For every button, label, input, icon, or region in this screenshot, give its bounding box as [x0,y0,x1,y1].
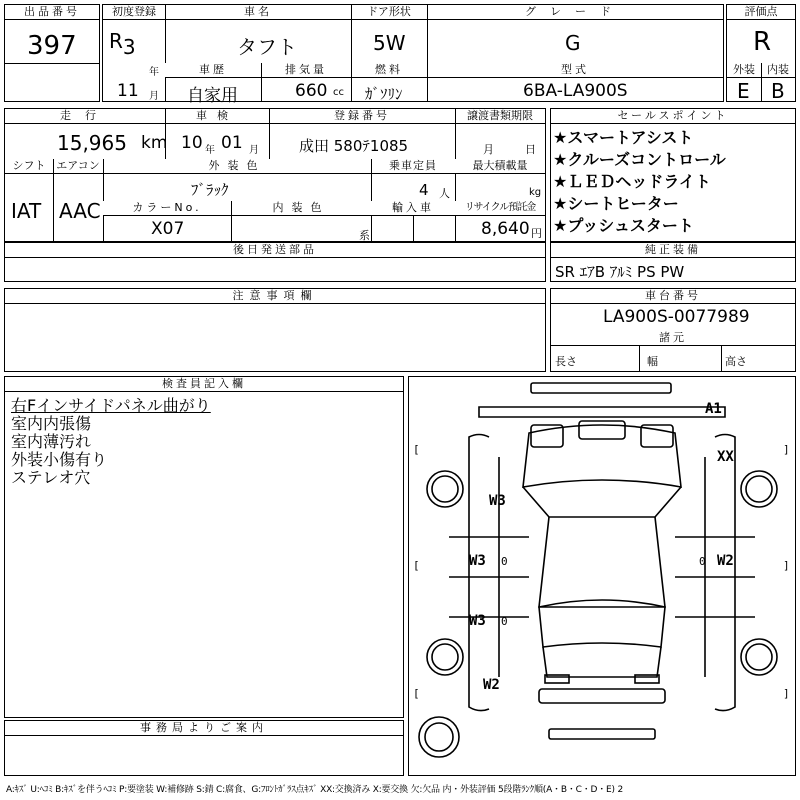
office-label: 事務局よりご案内 [5,721,403,736]
car-name: タフト [237,35,297,59]
chassis-box [550,288,796,372]
inspect-month-suffix: 月 [249,145,259,156]
shift-label: シフト [5,159,53,174]
ext-label: 外装 [727,63,761,78]
inspector-label: 検査員記入欄 [5,377,403,392]
shift-value: IAT [11,199,42,223]
note: 室内内張傷 [11,414,92,433]
sales-point: ★シートヒーター [553,194,679,213]
dims-width: 幅 [647,355,658,368]
sales-points-box [550,108,796,242]
year-suffix: 年 [149,67,159,78]
note: ステレオ穴 [11,468,91,487]
plate-label: 登録番号 [269,109,455,124]
bracket: ] [783,559,790,572]
sales-point: ★スマートアシスト [553,128,694,147]
first-reg-label: 初度登録 [103,5,165,20]
chassis-label: 車台番号 [551,289,795,304]
sales-point: ★ＬＥＤヘッドライト [553,172,711,191]
mark-zero: 0 [501,615,508,628]
color-value: ﾌﾞﾗｯｸ [191,181,229,199]
damage-mark: A1 [705,401,722,417]
ac-label: エアコン [53,159,103,174]
damage-mark: W2 [483,677,500,693]
load-unit: kg [529,187,542,198]
fuel-label: 燃料 [351,63,427,78]
bracket: ] [783,443,790,456]
intcolor-unit: 系 [359,229,370,242]
transfer-label: 譲渡書類期限 [455,109,545,124]
cap-value: 4 [419,181,429,199]
bracket: [ [413,443,420,456]
int-value: B [771,79,785,103]
car-diagram [408,376,796,776]
sales-points-label: セールスポイント [551,109,795,124]
mark-zero: 0 [501,555,508,568]
office-box [4,720,404,776]
plate-value: 成田 580ﾃ1085 [299,137,409,155]
mileage-value: 15,965 [57,131,127,155]
inspect-year-suffix: 年 [205,145,215,156]
inspect-month: 01 [221,133,243,153]
transfer-month: 月 [483,143,494,156]
sales-points-list [553,127,726,237]
transfer-day: 日 [525,143,536,156]
dims-length: 長さ [555,355,577,368]
damage-mark: W3 [469,613,486,629]
inspector-box [4,376,404,718]
ac-value: AAC [59,199,101,223]
equipment-label: 純正装備 [551,243,795,258]
inspect-label: 車検 [165,109,269,124]
sales-point: ★クルーズコントロール [553,150,726,169]
model-value: 6BA-LA900S [523,81,628,101]
ext-value: E [737,79,750,103]
load-label: 最大積載量 [455,159,545,174]
lot-number: 397 [27,31,77,61]
disp-unit: cc [333,87,344,98]
cap-unit: 人 [439,187,450,200]
note: 右Fインサイドパネル曲がり [11,396,211,415]
bracket: [ [413,559,420,572]
month-value: 11 [117,81,139,101]
equipment-value: SR ｴｱB ｱﾙﾐ PS PW [555,263,685,281]
name-label: 車名 [165,5,351,20]
caution-label: 注意事項欄 [5,289,545,304]
damage-mark: W2 [717,553,734,569]
doors-value: 5W [373,31,406,55]
color-label: 外装色 [103,159,371,174]
damage-mark: W3 [469,553,486,569]
mileage-label: 走行 [5,109,165,124]
dims-height: 高さ [725,355,747,368]
lot-label: 出品番号 [5,5,99,20]
disp-value: 660 [295,81,328,101]
car-outline-drawing [409,377,795,775]
month-suffix: 月 [149,91,159,102]
recycle-value: 8,640 [481,219,530,239]
score-label: 評価点 [727,5,795,20]
score-box [726,4,796,102]
int-label: 内装 [761,63,795,78]
recycle-unit: 円 [531,227,542,240]
history-value: 自家用 [187,86,238,106]
note: 外装小傷有り [11,450,108,469]
import-label: 輸入車 [371,201,455,216]
history-label: 車歴 [165,63,261,78]
intcolor-label: 内装色 [231,201,371,216]
mileage-unit: km [141,133,168,153]
caution-box [4,288,546,372]
equipment-box [550,242,796,282]
bracket: ] [783,687,790,700]
later-parts-label: 後日発送部品 [5,243,545,258]
doors-label: ドア形状 [351,5,427,20]
model-label: 型式 [427,63,723,78]
note: 室内薄汚れ [11,432,92,451]
grade-value: G [565,31,581,55]
disp-label: 排気量 [261,63,351,78]
score-value: R [753,27,772,57]
chassis-value: LA900S-0077989 [603,307,750,327]
later-parts-box [4,242,546,282]
colorno-value: X07 [151,219,185,239]
bracket: [ [413,687,420,700]
mark-zero: 0 [699,555,706,568]
inspector-notes [11,397,211,487]
recycle-label: リサイクル預託金 [455,201,545,216]
sales-point: ★プッシュスタート [553,216,694,235]
lot-box [4,4,100,102]
colorno-label: カラーNo. [103,201,231,216]
main-info-box [102,4,724,106]
grade-label: グレード [427,5,723,20]
era: R3 [109,29,136,59]
damage-mark: XX [717,449,734,465]
dims-label: 諸元 [551,331,795,346]
fuel-value: ｶﾞｿﾘﾝ [365,85,403,103]
legend-text: A:ｷｽﾞ U:ﾍｺﾐ B:ｷｽﾞを伴うﾍｺﾐ P:要塗装 W:補修跡 S:錆 C:腐食、G:ﾌﾛﾝﾄｶﾞﾗｽ点ｷｽﾞ XX:交換済み X:要交換 欠:欠品 内・外装評価 5段階ﾗﾝｸ順(A・B・C・D・E) 2 [6,785,624,795]
inspect-year: 10 [181,133,203,153]
damage-mark: W3 [489,493,506,509]
vehicle-info-box [4,108,546,242]
cap-label: 乗車定員 [371,159,455,174]
